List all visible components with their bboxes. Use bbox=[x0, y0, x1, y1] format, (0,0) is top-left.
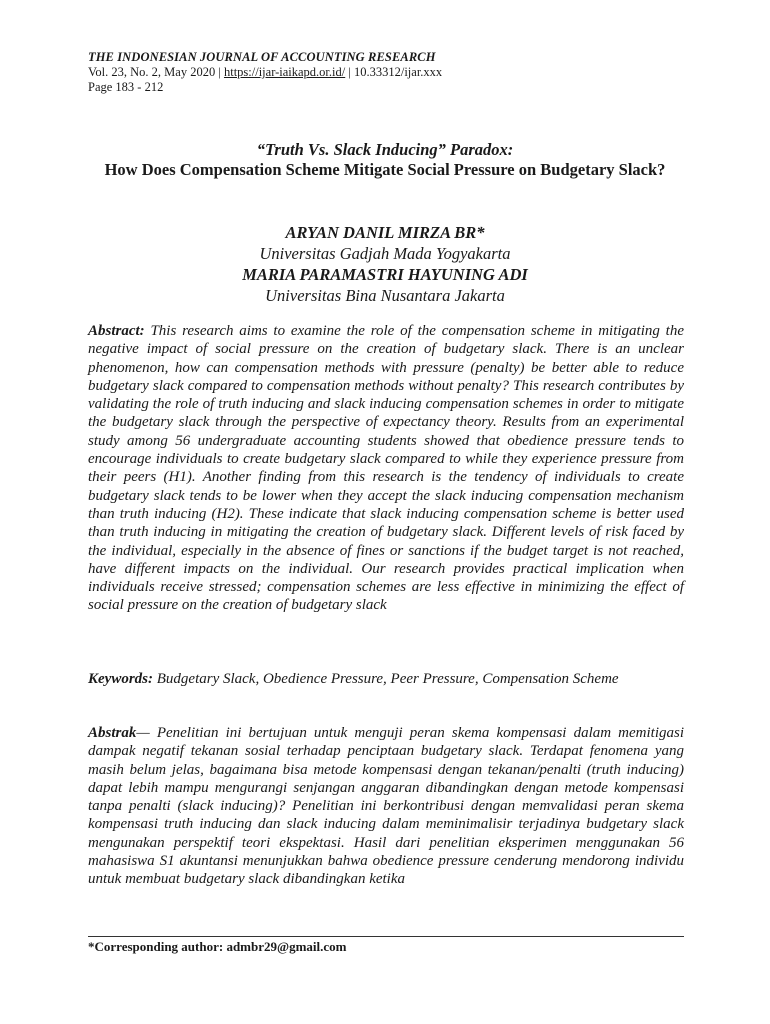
author-affiliation: Universitas Bina Nusantara Jakarta bbox=[265, 286, 505, 305]
abstract-english bbox=[88, 322, 684, 615]
keywords-label: Keywords: bbox=[88, 671, 153, 687]
author-affiliation: Universitas Gadjah Mada Yogyakarta bbox=[259, 244, 511, 263]
journal-name: THE INDONESIAN JOURNAL OF ACCOUNTING RESEARCH bbox=[88, 50, 436, 64]
journal-doi: | 10.33312/ijar.xxx bbox=[348, 65, 443, 79]
abstract-text: This research aims to examine the role of the compensation scheme in mitigating the negative impact of social pressure on the creation of budgetary slack. There is an unclear phenomenon, how can compensation methods with pressure (penalty) be better able to reduce budgetary slack compared to compensation methods without penalty? This research contributes by validating the role of truth inducing and slack inducing compensation schemes in order to mitigate the budgetary slack through the perspective of expectancy theory. Results from an experimental study among 56 undergraduate accounting students showed that obedience pressure tends to encourage individuals to create budgetary slack compared to while they experience pressure from their peers (H1). Another finding from this research is the tendency of individuals to create budgetary slack tends to be lower when they accept the slack inducing compensation mechanism than truth inducing (H2). These indicate that slack inducing compensation scheme is better used than truth inducing in mitigating the creation of budgetary slack. Different levels of risk faced by the individual, especially in the absence of fines or sanctions if the budget target is not reached, have different impacts on the individual. Our research provides practical implication when individuals receive stressed; compensation schemes are less effective in minimizing the effect of social pressure on the creation of budgetary slack bbox=[88, 323, 685, 614]
keywords-text: Budgetary Slack, Obedience Pressure, Peer Pressure, Compensation Scheme bbox=[156, 671, 619, 687]
keywords bbox=[88, 670, 684, 688]
abstrak-text: Penelitian ini bertujuan untuk menguji peran skema kompensasi dalam memitigasi dampak negatif tekanan sosial terhadap penciptaan budgetary slack. Terdapat fenomena yang masih belum jelas, bagaimana bisa metode kompensasi dengan tekanan/penalti (truth inducing) dapat lebih mampu mengurangi senjangan anggaran dibandingkan dengan metode kompensasi tanpa penalti (slack inducing)? Penelitian ini berkontribusi dengan memvalidasi peran skema kompensasi truth inducing dan slack inducing dalam meminimalisir terjadinya budgetary slack mengunakan perspektif teori ekspektasi. Hasil dari penelitian eksperimen menggunakan 56 mahasiswa S1 akuntansi menunjukkan bahwa obedience pressure cenderung mendorong individu untuk membuat budgetary slack dibandingkan ketika bbox=[88, 725, 685, 888]
journal-header bbox=[88, 50, 688, 95]
corresponding-author-footnote: *Corresponding author: admbr29@gmail.com bbox=[88, 939, 347, 954]
journal-url-link[interactable]: https://ijar-iaikapd.or.id/ bbox=[223, 65, 346, 79]
footnote-divider bbox=[88, 936, 684, 937]
author-block bbox=[70, 222, 700, 306]
abstract-indonesian bbox=[88, 724, 684, 889]
abstrak-label: Abstrak bbox=[88, 725, 137, 741]
paper-title bbox=[70, 140, 700, 180]
journal-pages: Page 183 - 212 bbox=[88, 80, 164, 94]
journal-issue-line bbox=[88, 65, 688, 80]
author-name: MARIA PARAMASTRI HAYUNING ADI bbox=[242, 265, 528, 284]
abstrak-dash: — bbox=[136, 725, 157, 741]
journal-volume: Vol. 23, No. 2, May 2020 | bbox=[88, 65, 221, 79]
paper-title-line2: How Does Compensation Scheme Mitigate Social Pressure on Budgetary Slack? bbox=[104, 160, 666, 179]
author-name: ARYAN DANIL MIRZA BR* bbox=[285, 223, 485, 242]
abstract-label: Abstract: bbox=[88, 323, 145, 339]
paper-title-line1: “Truth Vs. Slack Inducing” Paradox: bbox=[256, 140, 514, 159]
